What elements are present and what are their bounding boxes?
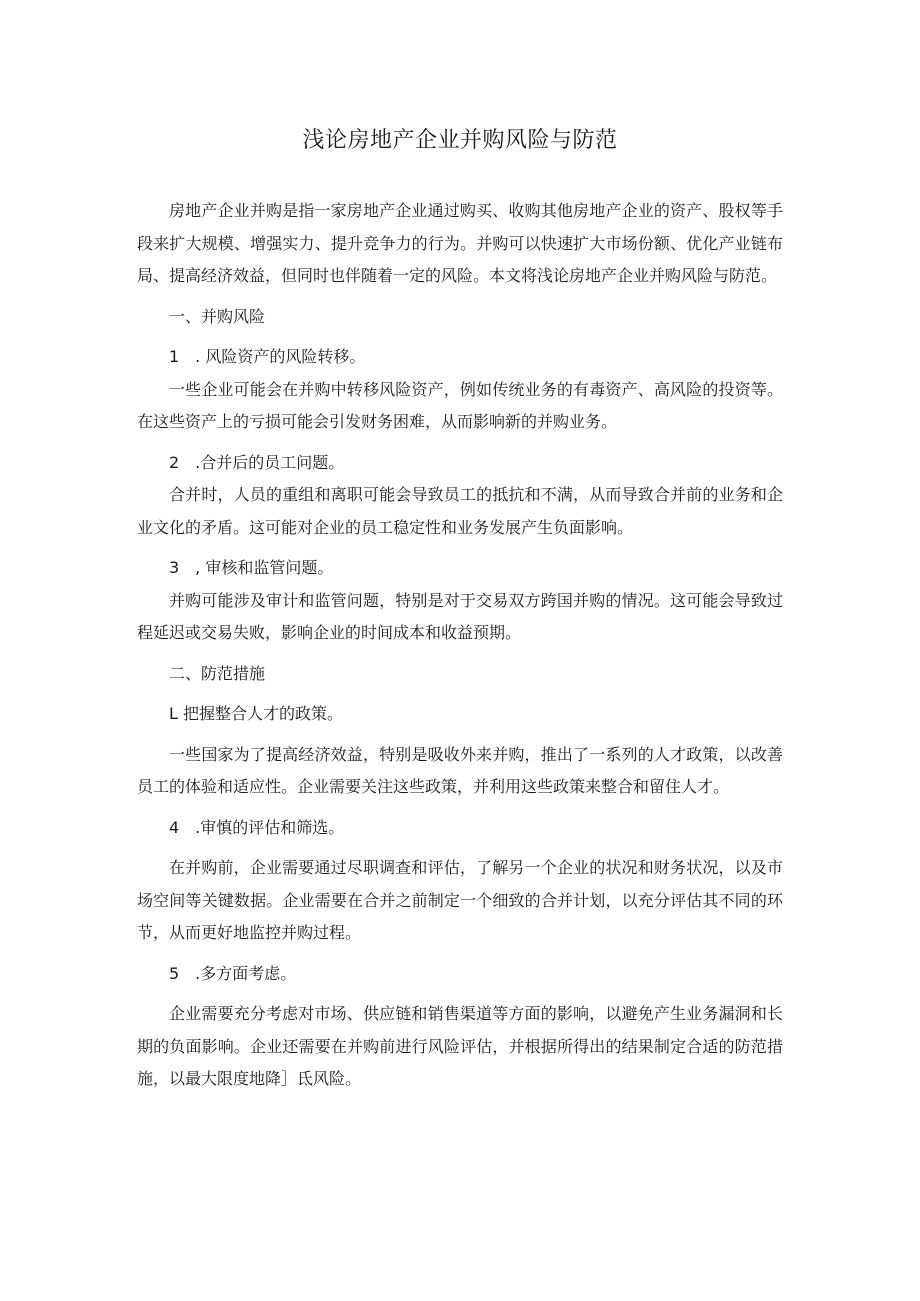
item-paragraph: 合并时，人员的重组和离职可能会导致员工的抵抗和不满，从而导致合并前的业务和企业文化的矛盾。这可能对企业的员工稳定性和业务发展产生负面影响。 xyxy=(137,485,783,537)
item-heading: 2 .合并后的员工问题。 xyxy=(169,452,345,472)
document-title: 浅论房地产企业并购风险与防范 xyxy=(302,128,618,153)
item-heading: 5 .多方面考虑。 xyxy=(169,963,297,983)
item-paragraph: 企业需要充分考虑对市场、供应链和销售渠道等方面的影响，以避免产生业务漏洞和长期的负面影响。企业还需要在并购前进行风险评估，并根据所得出的结果制定合适的防范措施，以最大限度地降］氐风险。 xyxy=(137,1004,783,1088)
intro-paragraph: 房地产企业并购是指一家房地产企业通过购买、收购其他房地产企业的资产、股权等手段来扩大规模、增强实力、提升竞争力的行为。并购可以快速扩大市场份额、优化产业链布局、提高经济效益，但同时也伴随着一定的风险。本文将浅论房地产企业并购风险与防范。 xyxy=(137,201,783,285)
section-heading-risks: 一、并购风险 xyxy=(169,306,266,326)
item-paragraph: 一些企业可能会在并购中转移风险资产，例如传统业务的有毒资产、高风险的投资等。在这些资产上的亏损可能会引发财务困难，从而影响新的并购业务。 xyxy=(137,379,783,431)
item-heading: 4 .审慎的评估和筛选。 xyxy=(169,817,345,837)
item-paragraph: 一些国家为了提高经济效益，特别是吸收外来并购，推出了一系列的人才政策，以改善员工的体验和适应性。企业需要关注这些政策，并利用这些政策来整合和留住人才。 xyxy=(137,744,783,796)
item-paragraph: 在并购前，企业需要通过尽职调查和评估，了解另一个企业的状况和财务状况，以及市场空间等关键数据。企业需要在合并之前制定一个细致的合并计划，以充分评估其不同的环节，从而更好地监控并购过程。 xyxy=(137,858,783,942)
section-heading-measures: 二、防范措施 xyxy=(169,663,266,683)
item-heading: L 把握整合人才的政策。 xyxy=(169,704,344,723)
item-heading: 1 . 风险资产的风险转移。 xyxy=(169,347,366,366)
item-heading: 3 , 审核和监管问题。 xyxy=(169,558,334,577)
item-paragraph: 并购可能涉及审计和监管问题，特别是对于交易双方跨国并购的情况。这可能会导致过程延迟或交易失败，影响企业的时间成本和收益预期。 xyxy=(137,590,783,642)
document-body xyxy=(137,195,783,1096)
